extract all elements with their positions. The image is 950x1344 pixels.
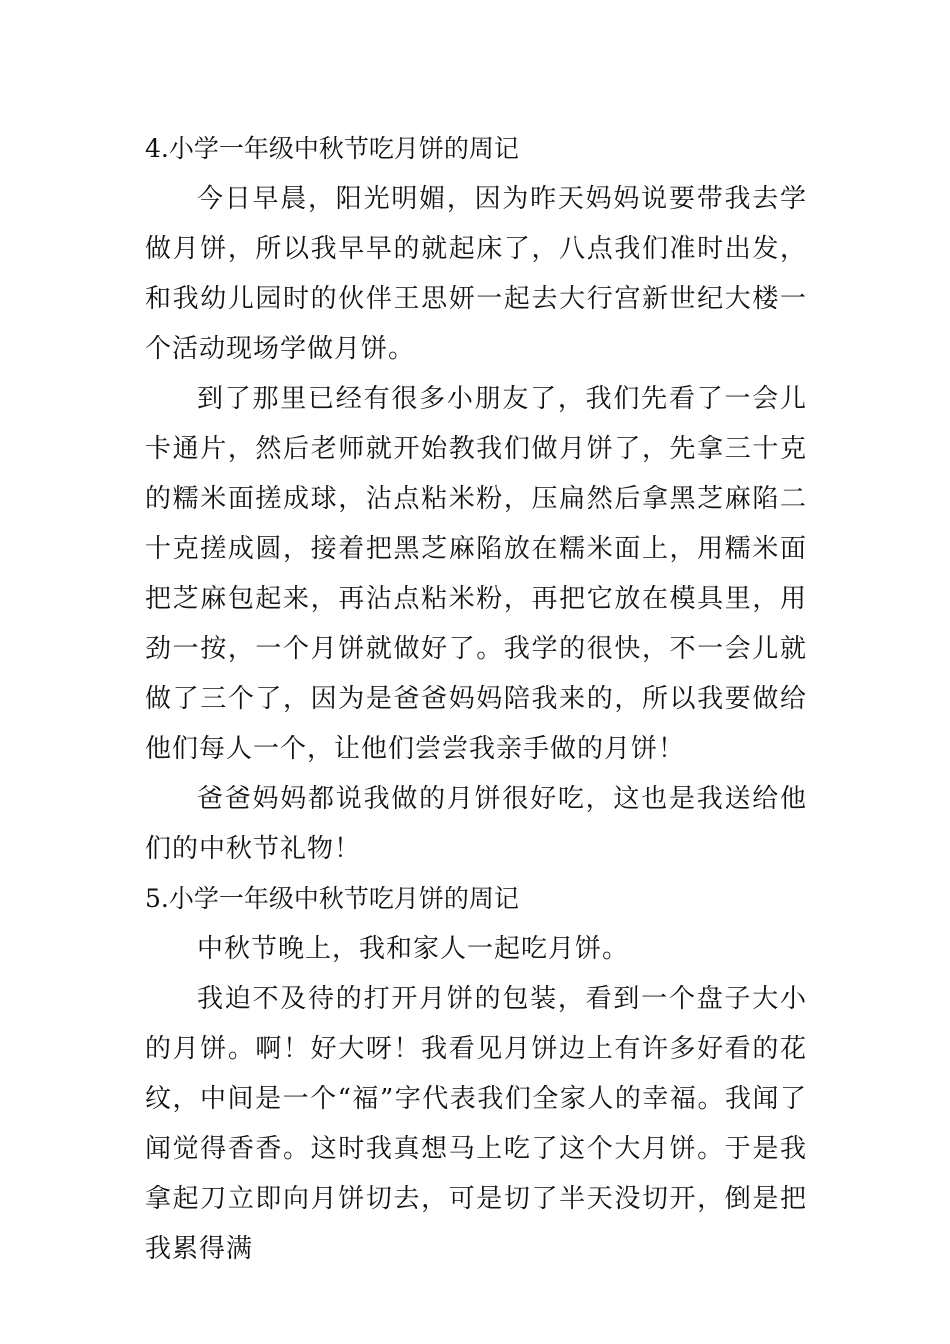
section-heading: 5.小学一年级中秋节吃月饼的周记 xyxy=(145,884,519,913)
paragraph: 我迫不及待的打开月饼的包装，看到一个盘子大小的月饼。啊！好大呀！我看见月饼边上有许多好看的花纹，中间是一个“福”字代表我们全家人的幸福。我闻了闻觉得香香。这时我真想马上吃了这个大月饼。于是我拿起刀立即向月饼切去，可是切了半天没切开，倒是把我累得满 xyxy=(145,984,807,1264)
section-5 xyxy=(145,874,807,1274)
section-4 xyxy=(145,124,807,874)
paragraph: 今日早晨，阳光明媚，因为昨天妈妈说要带我去学做月饼，所以我早早的就起床了，八点我们准时出发，和我幼儿园时的伙伴王思妍一起去大行宫新世纪大楼一个活动现场学做月饼。 xyxy=(145,184,807,364)
paragraph: 爸爸妈妈都说我做的月饼很好吃，这也是我送给他们的中秋节礼物！ xyxy=(145,784,807,864)
paragraph: 中秋节晚上，我和家人一起吃月饼。 xyxy=(197,934,630,964)
document-body xyxy=(145,124,807,1274)
section-heading: 4.小学一年级中秋节吃月饼的周记 xyxy=(145,134,519,163)
paragraph: 到了那里已经有很多小朋友了，我们先看了一会儿卡通片，然后老师就开始教我们做月饼了，先拿三十克的糯米面搓成球，沾点粘米粉，压扁然后拿黑芝麻陷二十克搓成圆，接着把黑芝麻陷放在糯米面上，用糯米面把芝麻包起来，再沾点粘米粉，再把它放在模具里，用劲一按，一个月饼就做好了。我学的很快，不一会儿就做了三个了，因为是爸爸妈妈陪我来的，所以我要做给他们每人一个，让他们尝尝我亲手做的月饼！ xyxy=(145,384,807,764)
